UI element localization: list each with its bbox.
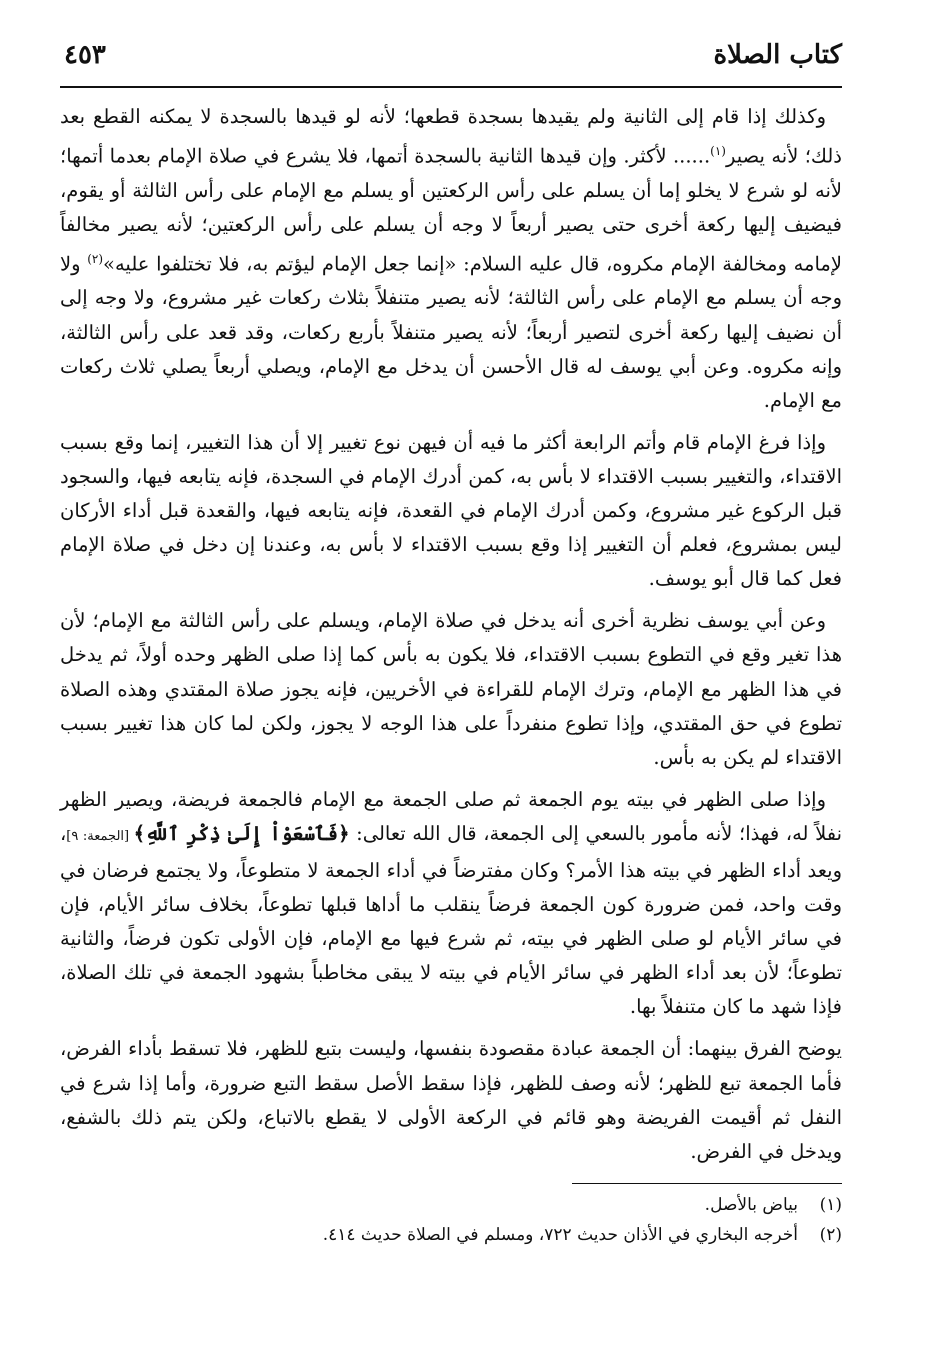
footnote-number: (٢)	[819, 1224, 842, 1245]
paragraph-text: ...... لأكثر. وإن قيدها الثانية بالسجدة أتمها، فلا يشرع في صلاة الإمام بعدما أتمها؛ لأنه لو شرع لا يخلو إما أن يسلم على رأس الركعتين أو يسلم مع الإمام على رأس الثالثة أو يقوم، فيضيف إليها ركعة أخرى حتى يصير أربعاً لا وجه أن يسلم على رأس الركعتين؛ لأنه يصير مخالفاً لإمامه ومخالفة الإمام مكروه، قال عليه السلام: «إنما جعل الإمام ليؤتم به، فلا تختلفوا عليه»	[60, 144, 842, 276]
paragraph-3: وعن أبي يوسف نظرية أخرى أنه يدخل في صلاة الإمام، ويسلم على رأس الثالثة مع الإمام؛ لأن هذا تغير وقع في التطوع بسبب الاقتداء، فلا يكون به بأس كما إذا صلى الظهر وحده أولاً، ثم يدخل في هذا الظهر مع الإمام، وترك الإمام للقراءة في الأخريين، فإنه يجوز صلاة المقتدي وهذه الصلاة تطوع في حق المقتدي، وإذا تطوع منفرداً على هذا الوجه لا يجوز، ولكن لما كان هذا تغيير بسبب الاقتداء لم يكن به بأس.	[60, 609, 842, 769]
footnote-marker-1: (١)	[710, 144, 726, 159]
footnote-text: بياض بالأصل.	[704, 1194, 798, 1215]
book-page	[60, 38, 842, 1250]
page-header	[60, 38, 842, 88]
paragraph-text: وكذلك إذا قام إلى الثانية ولم يقيدها بسجدة قطعها؛ لأنه لو قيدها بالسجدة لا يمكنه القطع بعد ذلك؛ لأنه يصير	[60, 105, 842, 168]
footnote-divider	[572, 1183, 842, 1184]
footnote-marker-2: (٢)	[87, 251, 104, 266]
paragraph-5: يوضح الفرق بينهما: أن الجمعة عبادة مقصودة بنفسها، وليست بتبع للظهر، فلا تسقط بأداء الفرض، فأما الجمعة تبع للظهر؛ لأنه وصف للظهر، فإذا سقط الأصل سقط التبع ضرورة، وأما إذا شرع في النفل ثم أقيمت الفريضة وهو قائم في الركعة الأولى لا يقطع بالاتباع، ولكن يتم ذلك بالشفع، ويدخل في الفرض.	[60, 1037, 842, 1163]
chapter-title: كتاب الصلاة	[713, 40, 842, 70]
footnote-item	[60, 1220, 842, 1250]
paragraph-text: ، ويعد أداء الظهر في بيته هذا الأمر؟ وكان مفترضاً في أداء الجمعة لا متطوعاً، ولا يجتمع فرضان في وقت واحد، فمن ضرورة كون الجمعة فرضاً ينقلب ما أداها قبلها تطوعاً، بخلاف سائر الأيام، فإن في سائر الأيام لو صلى الظهر في بيته، ثم شرع فيها مع الإمام، فإن الأولى تكون فرضاً، والثانية تطوعاً؛ لأن بعد أداء الظهر في سائر الأيام في بيته لا يبقى مخاطباً بشهود الجمعة في تلك الصلاة، فإذا شهد ما كان متنفلاً بها.	[60, 821, 842, 1019]
paragraph-text: ولا وجه أن يسلم مع الإمام على رأس الثالثة؛ لأنه يصير متنفلاً بثلاث ركعات غير مشروع، ولا وجه إلى أن نضيف إليها ركعة أخرى لتصير أربعاً؛ لأنه يصير متنفلاً بأربع ركعات، وقد قعد على رأس الثالثة، وإنه مكروه. وعن أبي يوسف له قال الأحسن أن يدخل مع الإمام، ويصلي أربعاً يصلي ثلاث ركعات مع الإمام.	[60, 252, 842, 412]
paragraph-2: وإذا فرغ الإمام قام وأتم الرابعة أكثر ما فيه أن فيهن نوع تغيير إلا أن هذا التغيير، إنما وقع بسبب الاقتداء، والتغيير بسبب الاقتداء لا بأس به، كمن أدرك الإمام في السجدة، فإنه يتابعه فيها، والسجود قبل الركوع غير مشروع، وكمن أدرك الإمام في القعدة، فإنه يتابعه فيها، والقعدة قبل أداء الأركان ليس بمشروع، فعلم أن التغيير إذا وقع بسبب الاقتداء لا بأس به، وعندنا إن دخل في صلاة الإمام فعل كما قال أبو يوسف.	[60, 430, 843, 591]
footnote-text: أخرجه البخاري في الأذان حديث ٧٢٢، ومسلم في الصلاة حديث ٤١٤.	[322, 1224, 798, 1245]
paragraph-1	[60, 100, 842, 418]
paragraph-text: وإذا صلى الظهر في بيته يوم الجمعة ثم صلى الجمعة مع الإمام فالجمعة فريضة، ويصير الظهر نفلاً له، فهذا؛ لأنه مأمور بالسعي إلى الجمعة، قال الله تعالى:	[60, 787, 843, 845]
footnote-item	[60, 1190, 842, 1220]
footnotes	[60, 1190, 842, 1250]
surah-reference: [الجمعة: ٩]	[66, 828, 134, 844]
page-number: ٤٥٣	[64, 40, 106, 70]
paragraph-4	[60, 783, 842, 1025]
quran-quote: ﴿فَٱسْعَوْاْ إِلَىٰ ذِكْرِ ٱللَّهِ﴾	[133, 821, 350, 845]
footnote-number: (١)	[819, 1194, 842, 1215]
page-body	[60, 100, 842, 1169]
